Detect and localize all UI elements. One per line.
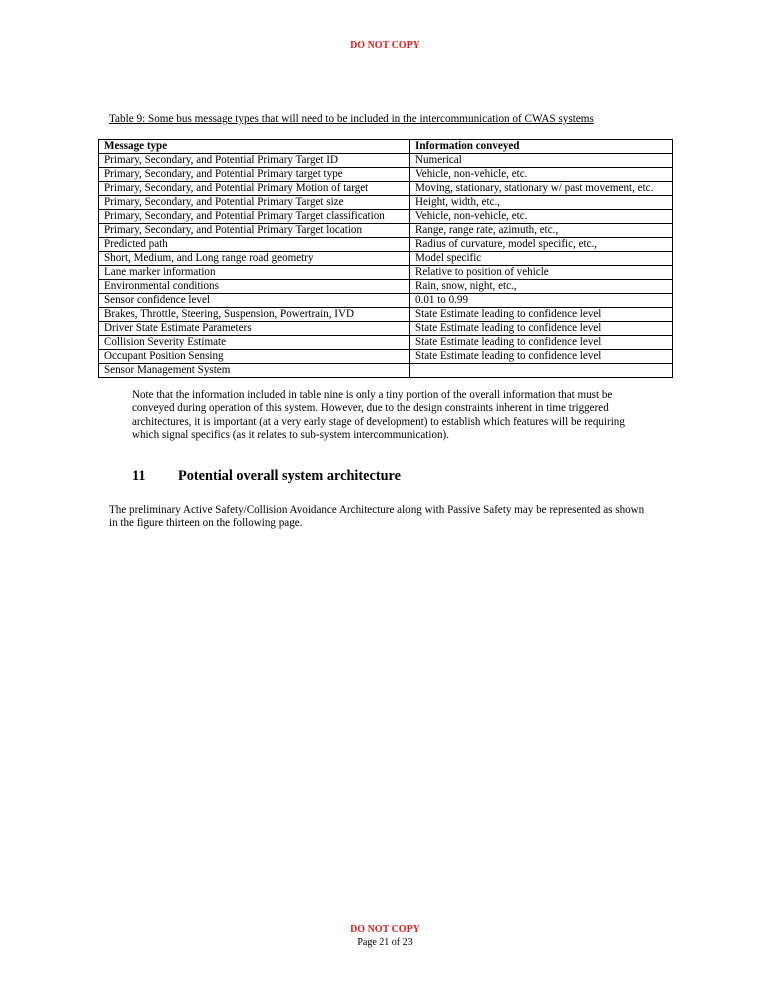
- section-title: Potential overall system architecture: [178, 468, 401, 484]
- table-row: [99, 294, 673, 308]
- table-note-paragraph: Note that the information included in table nine is only a tiny portion of the overall information that must be conveyed during operation of this system. However, due to the design constraints inherent in time triggered architectures, it is important (at a very early stage of development) to establish which features will be requiring which signal specifics (as it relates to sub-system intercommunication).: [132, 389, 625, 442]
- table-row: [99, 182, 673, 196]
- table-row: [99, 168, 673, 182]
- message-type-cell: Sensor Management System: [99, 364, 410, 378]
- message-type-cell: Primary, Secondary, and Potential Primary Motion of target: [99, 182, 410, 196]
- message-type-cell: Short, Medium, and Long range road geometry: [99, 252, 410, 266]
- table-row: [99, 210, 673, 224]
- information-cell: State Estimate leading to confidence level: [410, 308, 673, 322]
- do-not-copy-header: DO NOT COPY: [350, 40, 420, 51]
- message-type-cell: Primary, Secondary, and Potential Primary target type: [99, 168, 410, 182]
- information-cell: Numerical: [410, 154, 673, 168]
- table-row: [99, 252, 673, 266]
- table-header-row: [99, 140, 673, 154]
- information-cell: Relative to position of vehicle: [410, 266, 673, 280]
- message-type-cell: Occupant Position Sensing: [99, 350, 410, 364]
- message-type-cell: Lane marker information: [99, 266, 410, 280]
- information-cell: Moving, stationary, stationary w/ past movement, etc.: [410, 182, 673, 196]
- information-cell: Range, range rate, azimuth, etc.,: [410, 224, 673, 238]
- message-type-cell: Sensor confidence level: [99, 294, 410, 308]
- table-row: [99, 224, 673, 238]
- section-number: 11: [132, 468, 146, 484]
- column-header-information: Information conveyed: [410, 140, 673, 154]
- information-cell: State Estimate leading to confidence level: [410, 336, 673, 350]
- information-cell: State Estimate leading to confidence level: [410, 322, 673, 336]
- table-row: [99, 322, 673, 336]
- section-body-paragraph: The preliminary Active Safety/Collision Avoidance Architecture along with Passive Safety may be represented as shown in the figure thirteen on the following page.: [109, 504, 645, 530]
- message-type-cell: Brakes, Throttle, Steering, Suspension, Powertrain, IVD: [99, 308, 410, 322]
- message-types-table: [98, 139, 673, 378]
- message-type-cell: Primary, Secondary, and Potential Primary Target location: [99, 224, 410, 238]
- message-type-cell: Collision Severity Estimate: [99, 336, 410, 350]
- information-cell: Height, width, etc.,: [410, 196, 673, 210]
- table-row: [99, 196, 673, 210]
- table-row: [99, 154, 673, 168]
- table-row: [99, 280, 673, 294]
- table-row: [99, 238, 673, 252]
- information-cell: State Estimate leading to confidence level: [410, 350, 673, 364]
- information-cell: Vehicle, non-vehicle, etc.: [410, 210, 673, 224]
- message-type-cell: Environmental conditions: [99, 280, 410, 294]
- information-cell: [410, 364, 673, 378]
- table-body: [99, 154, 673, 378]
- column-header-message-type: Message type: [99, 140, 410, 154]
- table-row: [99, 350, 673, 364]
- page-number: Page 21 of 23: [357, 937, 413, 948]
- section-heading: [132, 468, 401, 485]
- information-cell: Rain, snow, night, etc.,: [410, 280, 673, 294]
- message-type-cell: Predicted path: [99, 238, 410, 252]
- table-row: [99, 266, 673, 280]
- message-type-cell: Primary, Secondary, and Potential Primary Target size: [99, 196, 410, 210]
- message-type-cell: Primary, Secondary, and Potential Primary Target classification: [99, 210, 410, 224]
- information-cell: 0.01 to 0.99: [410, 294, 673, 308]
- message-type-cell: Primary, Secondary, and Potential Primary Target ID: [99, 154, 410, 168]
- table-caption: Table 9: Some bus message types that will need to be included in the intercommunication of CWAS systems: [109, 113, 594, 125]
- information-cell: Radius of curvature, model specific, etc.,: [410, 238, 673, 252]
- information-cell: Vehicle, non-vehicle, etc.: [410, 168, 673, 182]
- table-row: [99, 364, 673, 378]
- information-cell: Model specific: [410, 252, 673, 266]
- do-not-copy-footer: DO NOT COPY: [350, 924, 420, 935]
- table-row: [99, 336, 673, 350]
- table-row: [99, 308, 673, 322]
- message-type-cell: Driver State Estimate Parameters: [99, 322, 410, 336]
